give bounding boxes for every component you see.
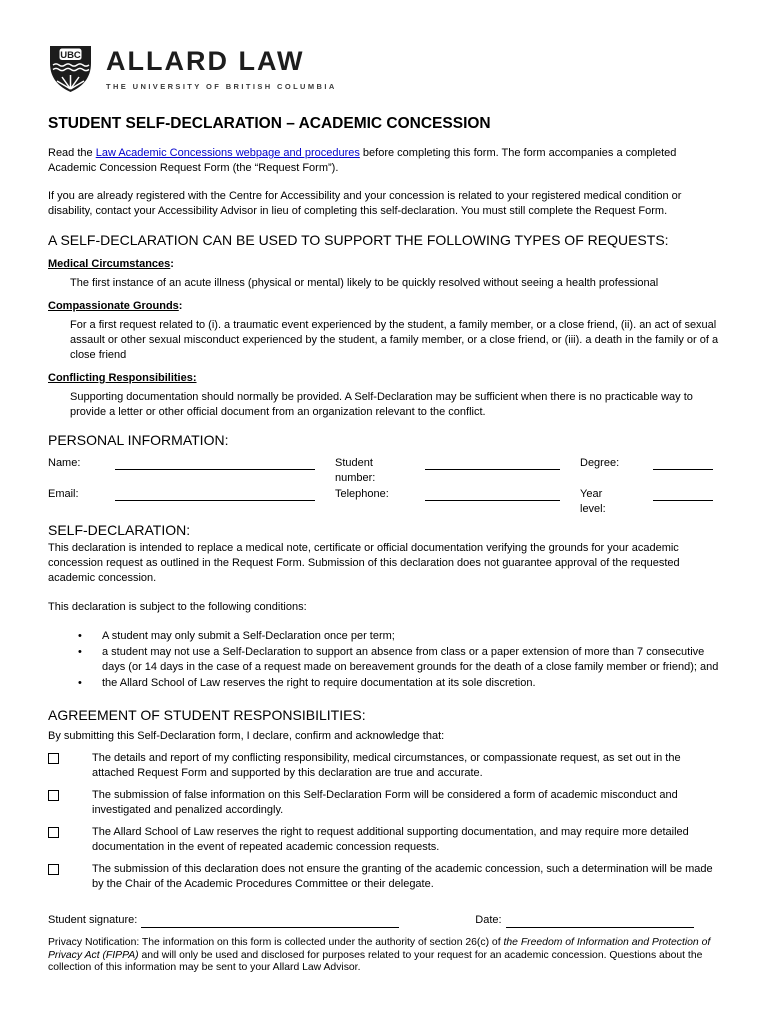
section-heading-personal-information: PERSONAL INFORMATION: — [48, 432, 229, 448]
bullet-icon: • — [78, 630, 82, 642]
telephone-label: Telephone: — [335, 488, 389, 500]
year-level-label: Year level: — [580, 488, 606, 515]
personal-info-row-1 — [48, 456, 724, 486]
agreement-item — [48, 825, 724, 855]
subheading-colon: : — [178, 300, 183, 312]
subheading-label: Conflicting Responsibilities: — [48, 372, 197, 384]
agreement-intro: By submitting this Self-Declaration form, I declare, confirm and acknowledge that: — [48, 730, 445, 742]
year-level-field[interactable] — [653, 487, 713, 501]
condition-text: A student may only submit a Self-Declaration once per term; — [102, 630, 395, 642]
subheading-label: Medical Circumstances — [48, 258, 171, 270]
intro-text-post: before completing this form. The form accompanies a completed Academic Concession Request Form (the “Request Form”). — [48, 147, 677, 174]
subheading-medical-circumstances — [48, 257, 724, 272]
privacy-notification — [48, 937, 724, 975]
condition-item — [48, 645, 724, 675]
personal-info-row-2 — [48, 487, 724, 517]
condition-item — [48, 676, 724, 691]
conflicting-responsibilities-text: Supporting documentation should normally be provided. A Self-Declaration may be sufficient when there is no practicable way to provide a letter or other official document from an organization relevant to the conflict. — [70, 391, 693, 418]
declaration-paragraph-1: This declaration is intended to replace a medical note, certificate or official documentation verifying the grounds for your academic concession request as outlined in the Request Form. Submission of this declaration does not guarantee approval of the requested academic concession. — [48, 542, 680, 584]
subheading-conflicting-responsibilities — [48, 371, 724, 386]
page-title: STUDENT SELF-DECLARATION – ACADEMIC CONCESSION — [48, 115, 491, 132]
date-field[interactable] — [506, 914, 694, 928]
subheading-colon: : — [170, 258, 174, 270]
student-number-field[interactable] — [425, 456, 560, 470]
section-heading-request-types: A SELF-DECLARATION CAN BE USED TO SUPPORT THE FOLLOWING TYPES OF REQUESTS: — [48, 232, 669, 248]
agreement-item — [48, 788, 724, 818]
intro-paragraph-2: If you are already registered with the Centre for Accessibility and your concession is related to your registered medical condition or disability, contact your Accessibility Advisor in lieu of completing this self-declaration. You must still complete the Request Form. — [48, 190, 682, 217]
bullet-icon: • — [78, 646, 82, 658]
compassionate-grounds-text: For a first request related to (i). a traumatic event experienced by the student, a family member, or a close friend, (ii). an act of sexual assault or other sexual misconduct experienced by the student, a family member, or a close friend, or (iii). a death in the family or of a close friend — [70, 319, 719, 361]
svg-text:UBC: UBC — [60, 49, 81, 61]
personal-information-fields — [48, 456, 724, 517]
checkbox[interactable] — [48, 864, 59, 875]
agreement-item-text: The submission of this declaration does not ensure the granting of the academic concession, such a determination will be made by the Chair of the Academic Procedures Committee or their delegate. — [92, 863, 713, 890]
agreement-item-text: The Allard School of Law reserves the right to request additional supporting documentation, and may require more detailed documentation in the event of repeated academic concession requests. — [92, 826, 689, 853]
privacy-act-name: the Freedom of Information and Protection of Privacy Act (FIPPA) — [48, 937, 711, 961]
checkbox[interactable] — [48, 790, 59, 801]
checkbox[interactable] — [48, 753, 59, 764]
degree-label: Degree: — [580, 457, 620, 469]
conditions-list — [48, 629, 724, 691]
medical-circumstances-text: The first instance of an acute illness (physical or mental) likely to be quickly resolved without seeing a health professional — [70, 277, 659, 289]
logo-university-name: THE UNIVERSITY OF BRITISH COLUMBIA — [106, 82, 337, 91]
subheading-compassionate-grounds — [48, 299, 724, 314]
bullet-icon: • — [78, 677, 82, 689]
student-number-label: Student number: — [335, 457, 376, 484]
section-heading-agreement: AGREEMENT OF STUDENT RESPONSIBILITIES: — [48, 707, 366, 723]
condition-item — [48, 629, 724, 644]
name-label: Name: — [48, 457, 81, 469]
privacy-text-pre: Privacy Notification: The information on this form is collected under the authority of section 26(c) of — [48, 937, 504, 948]
header-logo — [48, 44, 724, 99]
checkbox[interactable] — [48, 827, 59, 838]
date-label: Date: — [475, 914, 502, 926]
email-field[interactable] — [115, 487, 315, 501]
student-signature-field[interactable] — [141, 914, 399, 928]
logo-wordmark — [106, 44, 337, 94]
student-signature-label: Student signature: — [48, 914, 138, 926]
agreement-item-text: The submission of false information on this Self-Declaration Form will be considered a form of academic misconduct and investigated and penalized accordingly. — [92, 789, 678, 816]
signature-row — [48, 913, 724, 928]
agreement-item-text: The details and report of my conflicting responsibility, medical circumstances, or compassionate request, as set out in the attached Request Form and supported by this declaration are true and accurate. — [92, 752, 681, 779]
agreement-checklist — [48, 751, 724, 892]
condition-text: a student may not use a Self-Declaration to support an absence from class or a paper extension of more than 7 consecutive days (or 14 days in the case of a request made on bereavement grounds for the death of a close family member or friend); and — [102, 646, 719, 673]
section-heading-self-declaration: SELF-DECLARATION: — [48, 522, 191, 538]
ubc-crest-icon — [48, 44, 93, 99]
name-field[interactable] — [115, 456, 315, 470]
email-label: Email: — [48, 488, 79, 500]
logo-org-name: ALLARD LAW — [106, 46, 305, 76]
subheading-label: Compassionate Grounds — [48, 300, 179, 312]
declaration-paragraph-2: This declaration is subject to the following conditions: — [48, 601, 307, 613]
condition-text: the Allard School of Law reserves the right to require documentation at its sole discretion. — [102, 677, 536, 689]
intro-text-pre: Read the — [48, 147, 96, 159]
concessions-webpage-link[interactable]: Law Academic Concessions webpage and procedures — [95, 147, 360, 159]
agreement-item — [48, 862, 724, 892]
agreement-item — [48, 751, 724, 781]
privacy-text-post: and will only be used and disclosed for purposes related to your request for an academic concession. Questions about the collection of this information may be sent to your Allard Law Advisor. — [48, 949, 703, 973]
intro-paragraph-1 — [48, 146, 724, 176]
telephone-field[interactable] — [425, 487, 560, 501]
degree-field[interactable] — [653, 456, 713, 470]
